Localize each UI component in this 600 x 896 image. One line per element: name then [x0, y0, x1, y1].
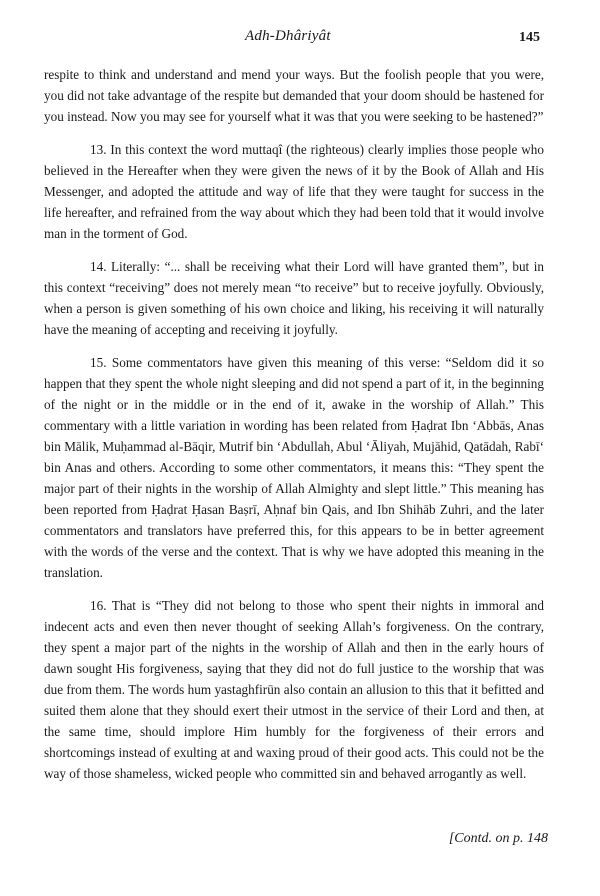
running-title: Adh-Dhâriyât	[245, 28, 331, 44]
note-16-paragraph: 16. That is “They did not belong to those who spent their nights in immoral and indecent acts and even then never thought of seeking Allah’s forgiveness. On the contrary, they spent a major part of the nights in the worship of Allah and then in the early hours of dawn sought His forgiveness, saying that they did not do full justice to the worship that was due from them. The words hum yastaghfirūn also contain an allusion to this that it befitted and suited them alone that they should exert their utmost in the service of their Lord and then, at the same time, should implore Him humbly for the forgiveness of their errors and shortcomings instead of exulting at and waxing proud of their good acts. This could not be the way of those shameless, wicked people who committed sin and behaved arrogantly as well.	[44, 598, 544, 781]
page-body	[44, 64, 544, 796]
continuation-note: [Contd. on p. 148	[448, 831, 548, 846]
note-14-paragraph: 14. Literally: “... shall be receiving what their Lord will have granted them”, but in this context “receiving” does not merely mean “to receive” but to receive joyfully. Obviously, when a person is given something of his own choice and liking, his receiving it will naturally have the meaning of accepting and receiving it joyfully.	[44, 259, 544, 337]
page-number: 145	[519, 30, 540, 45]
note-13-paragraph: 13. In this context the word muttaqî (the righteous) clearly implies those people who believed in the Hereafter when they were given the news of it by the Book of Allah and His Messenger, and adopted the attitude and way of life that they were taught for success in the life hereafter, and refrained from the way about which they had been told that it would involve man in the torment of God.	[44, 142, 544, 241]
page-header	[0, 28, 600, 52]
paragraph-continuation: respite to think and understand and mend your ways. But the foolish people that you were, you did not take advantage of the respite but demanded that your doom should be hastened for you instead. Now you may see for yourself what it was that you were seeking to be hastened?”	[44, 67, 544, 124]
note-15-paragraph: 15. Some commentators have given this meaning of this verse: “Seldom did it so happen that they spent the whole night sleeping and did not spend a part of it, in the beginning of the night or in the middle or in the end of it, awake in the worship of Allah.” This commentary with a little variation in wording has been related from Ḥaḍrat Ibn ‘Abbās, Anas bin Mālik, Muḥammad al-Bāqir, Mutrif bin ‘Abdullah, Abul ‘Āliyah, Mujāhid, Qatādah, Rabī‘ bin Anas and others. According to some other commentators, it means this: “They spent the major part of their nights in the worship of Allah Almighty and slept little.” This meaning has been reported from Ḥaḍrat Ḥasan Baṣrī, Aḥnaf bin Qais, and Ibn Shihāb Zuhri, and the later commentators and translators have preferred this, for this appears to be in better agreement with the words of the verse and the context. That is why we have adopted this meaning in the translation.	[44, 355, 544, 580]
